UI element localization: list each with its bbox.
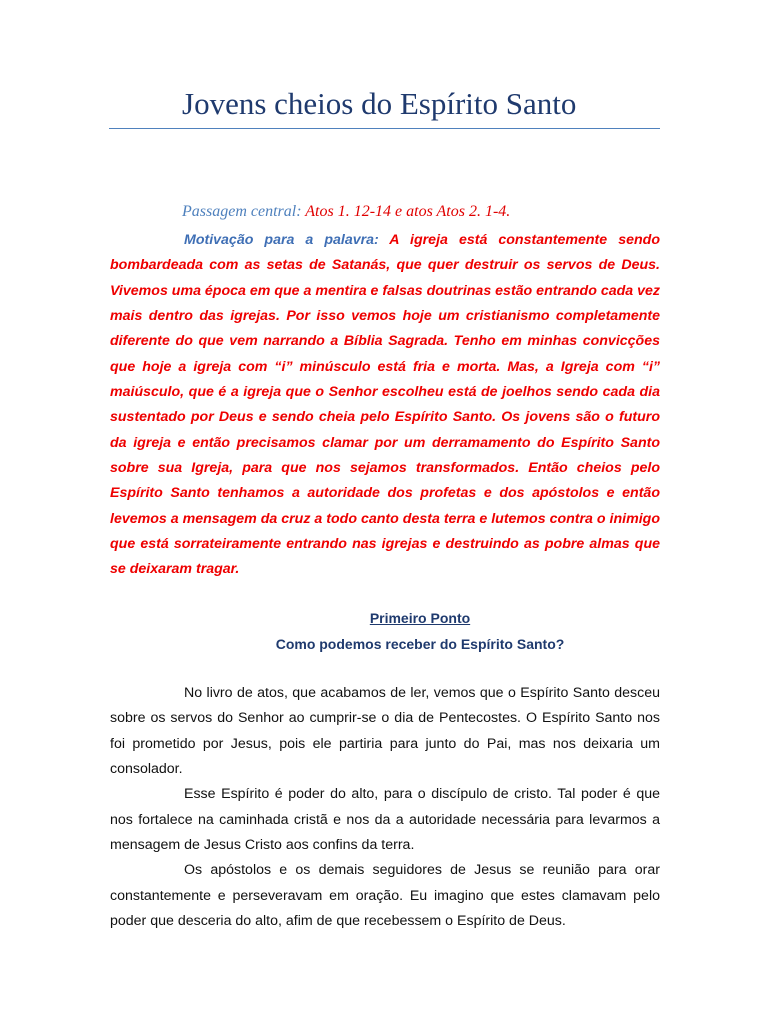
motivation-label: Motivação para a palavra:	[184, 232, 379, 248]
first-point-question: Como podemos receber do Espírito Santo?	[275, 636, 565, 652]
title-underline-rule	[109, 128, 660, 129]
passage-reference: Atos 1. 12-14 e atos Atos 2. 1-4.	[305, 203, 511, 220]
body-paragraph: No livro de atos, que acabamos de ler, vemos que o Espírito Santo desceu sobre os servos do Senhor ao cumprir-se o dia de Pentecostes. O Espírito Santo nos foi prometido por Jesus, pois ele partiria para junto do Pai, mas nos deixaria um consolador.	[110, 685, 660, 778]
motivation-paragraph	[110, 228, 660, 583]
document-title: Jovens cheios do Espírito Santo	[182, 86, 577, 121]
first-point-heading: Primeiro Ponto	[369, 610, 471, 626]
motivation-text: A igreja está constantemente sendo bombardeada com as setas de Satanás, que quer destruir os servos de Deus. Vivemos uma época em que a mentira e falsas doutrinas estão entrando cada vez mais dentro das igrejas. Por isso vemos hoje um cristianismo completamente diferente do que vem narrando a Bíblia Sagrada. Tenho em minhas convicções que hoje a igreja com “i” minúsculo está fria e morta. Mas, a Igreja com “i” maiúsculo, que é a igreja que o Senhor escolheu está de joelhos sendo cada dia sustentado por Deus e sendo cheia pelo Espírito Santo. Os jovens são o futuro da igreja e então precisamos clamar por um derramamento do Espírito Santo sobre sua Igreja, para que nos sejamos transformados. Então cheios pelo Espírito Santo tenhamos a autoridade dos profetas e dos apóstolos e então levemos a mensagem da cruz a todo canto desta terra e lutemos contra o inimigo que está sorrateiramente entrando nas igrejas e destruindo as pobre almas que se deixaram tragar.	[110, 232, 660, 578]
body-paragraph: Esse Espírito é poder do alto, para o discípulo de cristo. Tal poder é que nos fortalece na caminhada cristã e nos da a autoridade necessária para levarmos a mensagem de Jesus Cristo aos confins da terra.	[110, 786, 660, 854]
passage-label: Passagem central:	[182, 203, 306, 220]
body-paragraph: Os apóstolos e os demais seguidores de Jesus se reunião para orar constantemente e perseveravam em oração. Eu imagino que estes clamavam pelo poder que desceria do alto, afim de que recebessem o Espírito de Deus.	[110, 862, 660, 930]
body-section	[110, 681, 660, 934]
central-passage	[182, 200, 510, 224]
